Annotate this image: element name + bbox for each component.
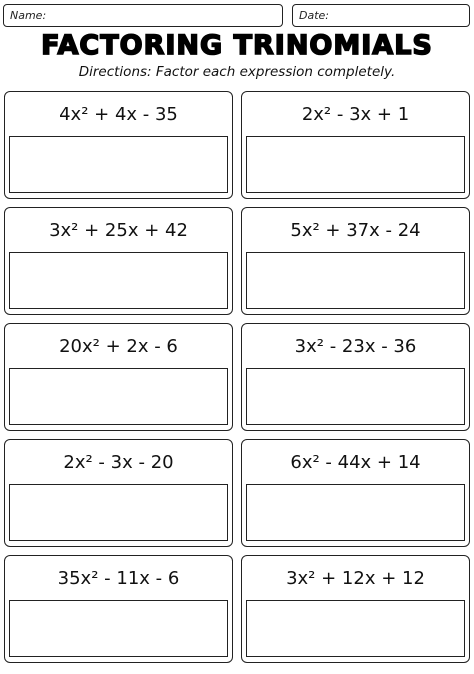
answer-box[interactable] [246, 136, 465, 193]
answer-box[interactable] [246, 600, 465, 657]
problem-expression: 3x² + 12x + 12 [286, 568, 425, 589]
problem-expression: 4x² + 4x - 35 [59, 104, 178, 125]
problem-expression: 2x² - 3x + 1 [301, 104, 410, 125]
problem-expression: 5x² + 37x - 24 [290, 220, 421, 241]
problem-expression: 35x² - 11x - 6 [57, 568, 180, 589]
problem-expression: 2x² - 3x - 20 [63, 452, 174, 473]
problem-grid [4, 91, 470, 663]
name-label: Name: [10, 9, 47, 22]
problem-card [241, 207, 470, 315]
name-field[interactable] [3, 4, 283, 27]
answer-box[interactable] [9, 484, 228, 541]
problem-card [4, 555, 233, 663]
problem-expression: 6x² - 44x + 14 [290, 452, 421, 473]
answer-box[interactable] [9, 252, 228, 309]
date-field[interactable] [292, 4, 470, 27]
problem-card [4, 91, 233, 199]
problem-card [4, 323, 233, 431]
date-label: Date: [299, 9, 329, 22]
problem-card [241, 555, 470, 663]
problem-expression: 3x² + 25x + 42 [49, 220, 188, 241]
problem-card [4, 207, 233, 315]
answer-box[interactable] [246, 484, 465, 541]
problem-expression: 3x² - 23x - 36 [294, 336, 417, 357]
worksheet-title: FACTORING TRINOMIALS [41, 30, 433, 61]
problem-card [241, 323, 470, 431]
answer-box[interactable] [9, 368, 228, 425]
problem-card [241, 91, 470, 199]
problem-expression: 20x² + 2x - 6 [59, 336, 178, 357]
answer-box[interactable] [246, 368, 465, 425]
problem-card [4, 439, 233, 547]
directions-text: Directions: Factor each expression completely. [78, 64, 396, 80]
problem-card [241, 439, 470, 547]
answer-box[interactable] [9, 136, 228, 193]
answer-box[interactable] [246, 252, 465, 309]
answer-box[interactable] [9, 600, 228, 657]
